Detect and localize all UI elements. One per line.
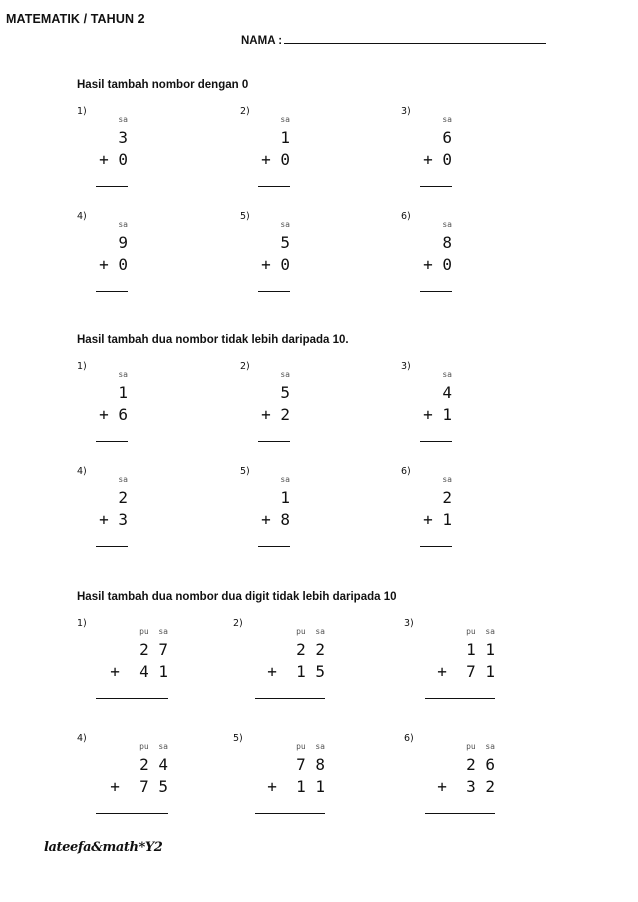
addend-bottom: + 7 5 <box>110 777 168 796</box>
addend-top: 6 <box>442 128 452 147</box>
addend-top: 1 1 <box>466 640 495 659</box>
addend-top: 3 <box>118 128 128 147</box>
answer-line[interactable] <box>420 186 452 187</box>
addend-bottom: + 0 <box>423 150 452 169</box>
problem-number: 4) <box>77 733 87 744</box>
addend-top: 2 <box>442 488 452 507</box>
addend-bottom: + 0 <box>261 150 290 169</box>
problem-number: 6) <box>401 211 411 222</box>
problem-number: 3) <box>401 106 411 117</box>
addend-bottom: + 2 <box>261 405 290 424</box>
footer-credit: lateefa&math*Y2 <box>44 840 163 855</box>
addend-bottom: + 0 <box>99 150 128 169</box>
place-value-label: sa <box>442 370 452 379</box>
problem-number: 6) <box>404 733 414 744</box>
addend-bottom: + 3 2 <box>437 777 495 796</box>
addend-top: 2 2 <box>296 640 325 659</box>
problem-number: 3) <box>401 361 411 372</box>
addend-top: 5 <box>280 233 290 252</box>
addend-top: 1 <box>280 488 290 507</box>
place-value-label: sa <box>442 475 452 484</box>
answer-line[interactable] <box>96 813 168 814</box>
answer-line[interactable] <box>96 291 128 292</box>
worksheet-title: MATEMATIK / TAHUN 2 <box>6 12 145 26</box>
problem-number: 1) <box>77 106 87 117</box>
place-value-label: sa <box>442 115 452 124</box>
addend-top: 2 6 <box>466 755 495 774</box>
addend-bottom: + 0 <box>423 255 452 274</box>
addend-bottom: + 0 <box>261 255 290 274</box>
addend-top: 8 <box>442 233 452 252</box>
name-blank-line[interactable] <box>284 42 546 44</box>
answer-line[interactable] <box>258 186 290 187</box>
place-value-label: pu sa <box>296 742 325 751</box>
addend-top: 5 <box>280 383 290 402</box>
problem-number: 4) <box>77 211 87 222</box>
answer-line[interactable] <box>255 813 325 814</box>
place-value-label: pu sa <box>139 742 168 751</box>
problem-number: 2) <box>233 618 243 629</box>
place-value-label: sa <box>280 115 290 124</box>
section-heading: Hasil tambah nombor dengan 0 <box>77 79 249 91</box>
addend-top: 2 <box>118 488 128 507</box>
answer-line[interactable] <box>258 441 290 442</box>
place-value-label: sa <box>118 370 128 379</box>
addend-top: 4 <box>442 383 452 402</box>
addend-top: 2 7 <box>139 640 168 659</box>
problem-number: 6) <box>401 466 411 477</box>
addend-top: 1 <box>118 383 128 402</box>
addend-bottom: + 0 <box>99 255 128 274</box>
addend-bottom: + 7 1 <box>437 662 495 681</box>
addend-top: 2 4 <box>139 755 168 774</box>
answer-line[interactable] <box>258 291 290 292</box>
problem-number: 1) <box>77 361 87 372</box>
place-value-label: sa <box>280 220 290 229</box>
place-value-label: pu sa <box>466 627 495 636</box>
place-value-label: sa <box>118 115 128 124</box>
answer-line[interactable] <box>258 546 290 547</box>
answer-line[interactable] <box>96 698 168 699</box>
answer-line[interactable] <box>420 546 452 547</box>
problem-number: 4) <box>77 466 87 477</box>
place-value-label: pu sa <box>296 627 325 636</box>
name-field[interactable] <box>241 35 546 47</box>
addend-bottom: + 8 <box>261 510 290 529</box>
answer-line[interactable] <box>96 546 128 547</box>
place-value-label: pu sa <box>466 742 495 751</box>
name-label: NAMA : <box>241 35 283 47</box>
addend-bottom: + 1 1 <box>267 777 325 796</box>
problem-number: 5) <box>240 211 250 222</box>
section-heading: Hasil tambah dua nombor dua digit tidak lebih daripada 10 <box>77 591 397 603</box>
addend-bottom: + 6 <box>99 405 128 424</box>
answer-line[interactable] <box>420 291 452 292</box>
place-value-label: sa <box>280 370 290 379</box>
problem-number: 3) <box>404 618 414 629</box>
addend-bottom: + 1 5 <box>267 662 325 681</box>
answer-line[interactable] <box>96 186 128 187</box>
problem-number: 5) <box>240 466 250 477</box>
answer-line[interactable] <box>255 698 325 699</box>
place-value-label: sa <box>118 475 128 484</box>
place-value-label: sa <box>280 475 290 484</box>
addend-bottom: + 3 <box>99 510 128 529</box>
answer-line[interactable] <box>425 698 495 699</box>
problem-number: 5) <box>233 733 243 744</box>
problem-number: 1) <box>77 618 87 629</box>
answer-line[interactable] <box>420 441 452 442</box>
addend-top: 7 8 <box>296 755 325 774</box>
answer-line[interactable] <box>425 813 495 814</box>
problem-number: 2) <box>240 106 250 117</box>
addend-bottom: + 4 1 <box>110 662 168 681</box>
addend-bottom: + 1 <box>423 405 452 424</box>
addend-top: 1 <box>280 128 290 147</box>
place-value-label: sa <box>442 220 452 229</box>
addend-top: 9 <box>118 233 128 252</box>
answer-line[interactable] <box>96 441 128 442</box>
addend-bottom: + 1 <box>423 510 452 529</box>
place-value-label: pu sa <box>139 627 168 636</box>
place-value-label: sa <box>118 220 128 229</box>
section-heading: Hasil tambah dua nombor tidak lebih daripada 10. <box>77 334 349 346</box>
problem-number: 2) <box>240 361 250 372</box>
